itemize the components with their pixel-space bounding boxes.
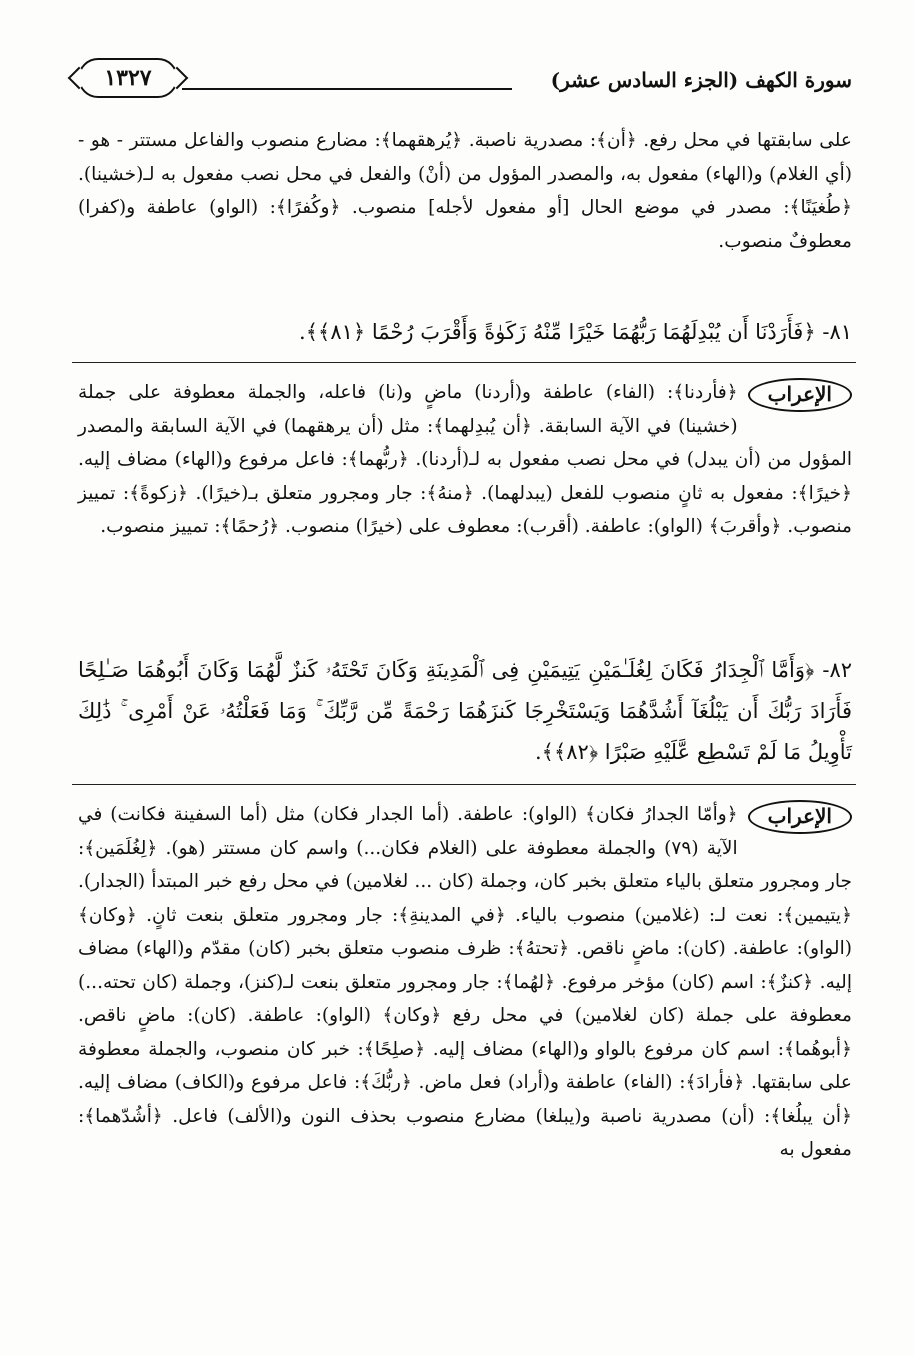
- header-rule: [182, 88, 512, 90]
- verse-82: ٨٢- ﴿وَأَمَّا ٱلْجِدَارُ فَكَانَ لِغُلَـٰمَيْنِ يَتِيمَيْنِ فِى ٱلْمَدِينَةِ وَكَانَ تَحْتَهُۥ كَنزٌ لَّهُمَا وَكَانَ أَبُوهُمَا صَـٰلِحًا فَأَرَادَ رَبُّكَ أَن يَبْلُغَآ أَشُدَّهُمَا وَيَسْتَخْرِجَا كَنزَهُمَا رَحْمَةً مِّن رَّبِّكَ ۚ وَمَا فَعَلْتُهُۥ عَنْ أَمْرِى ۚ ذَٰلِكَ تَأْوِيلُ مَا لَمْ تَسْطِع عَّلَيْهِ صَبْرًا ﴿٨٢﴾﴾.: [78, 658, 852, 764]
- page-number: ١٣٢٧: [78, 58, 178, 98]
- commentary-paragraph-3: ﴿وأمّا الجدارُ فكان﴾ (الواو): عاطفة. (أما الجدار فكان) مثل (أما السفينة فكانت) في الآية (٧٩) والجملة معطوفة على (الغلام فكان...) واسم كان مستتر (هو). ﴿لِغُلَمَين﴾: جار ومجرور متعلق بالياء متعلق بخبر كان، وجملة (كان ... لغلامين) في محل رفع خبر المبتدأ (الجدار). ﴿يتيمين﴾: نعت لـ: (غلامين) منصوب بالياء. ﴿في المدينةِ﴾: جار ومجرور متعلق بنعت ثانٍ. ﴿وكان﴾ (الواو): عاطفة. (كان): ماضٍ ناقص. ﴿تحتهُ﴾: ظرف منصوب متعلق بخبر (كان) مقدّم و(الهاء) مضاف إليه. ﴿كنزٌ﴾: اسم (كان) مؤخر مرفوع. ﴿لهُما﴾: جار ومجرور متعلق بنعت لـ(كنز)، وجملة (كان تحته...) معطوفة على جملة (كان لغلامين) في محل رفع ﴿وكان﴾ (الواو): عاطفة. (كان): ماضٍ ناقص. ﴿أبوهُما﴾: اسم كان مرفوع بالواو و(الهاء) مضاف إليه. ﴿صلِحًا﴾: خبر كان منصوب، والجملة معطوفة على سابقتها. ﴿فأرادَ﴾: (الفاء) عاطفة و(أراد) فعل ماض. ﴿ربُّكَ﴾: فاعل مرفوع و(الكاف) مضاف إليه. ﴿أن يبلُغا﴾: (أن) مصدرية ناصبة و(يبلغا) مضارع منصوب بحذف النون و(الألف) فاعل. ﴿أشُدّهما﴾: مفعول به: [78, 804, 852, 1160]
- commentary-paragraph-2: ﴿فأردنا﴾: (الفاء) عاطفة و(أردنا) ماضٍ و(نا) فاعله، والجملة معطوفة على جملة (خشينا) في الآية السابقة. ﴿أن يُبدِلهما﴾: مثل (أن يرهقهما) في الآية السابقة والمصدر المؤول من (أن يبدل) في محل نصب مفعول به لـ(أردنا). ﴿ربُّهما﴾: فاعل مرفوع و(الهاء) مضاف إليه. ﴿خيرًا﴾: مفعول به ثانٍ منصوب للفعل (يبدلهما). ﴿منهُ﴾: جار ومجرور متعلق بـ(خيرًا). ﴿زكوةً﴾: تمييز منصوب. ﴿وأقربَ﴾ (الواو): عاطفة. (أقرب): معطوف على (خيرًا) منصوب. ﴿رُحمًا﴾: تمييز منصوب.: [78, 382, 852, 537]
- section-divider: [72, 784, 856, 785]
- irab-section-81: [78, 376, 852, 544]
- surah-title: سورة الكهف: [745, 68, 852, 92]
- page-header: [78, 58, 852, 102]
- section-divider: [72, 362, 856, 363]
- verse-81: ٨١- ﴿فَأَرَدْنَا أَن يُبْدِلَهُمَا رَبُّهُمَا خَيْرًا مِّنْهُ زَكَوٰةً وَأَقْرَبَ رُحْمًا ﴿٨١﴾﴾.: [299, 320, 852, 344]
- commentary-paragraph-1: على سابقتها في محل رفع. ﴿أن﴾: مصدرية ناصبة. ﴿يُرهقهما﴾: مضارع منصوب والفاعل مستتر - هو - (أي الغلام) و(الهاء) مفعول به، والمصدر المؤول من (أنْ) والفعل في محل نصب مفعول به لـ(خشينا). ﴿طُغيَنًا﴾: مصدر في موضع الحال [أو مفعول لأجله] منصوب. ﴿وكُفرًا﴾: (الواو) عاطفة و(كفرا) معطوفٌ منصوب.: [78, 130, 852, 252]
- irab-label-badge: الإعراب: [748, 378, 852, 412]
- running-title: [551, 68, 852, 92]
- irab-section-82: [78, 798, 852, 1167]
- juz-label: (الجزء السادس عشر): [550, 68, 739, 92]
- irab-label-badge: الإعراب: [748, 800, 852, 834]
- book-page: [78, 0, 852, 1356]
